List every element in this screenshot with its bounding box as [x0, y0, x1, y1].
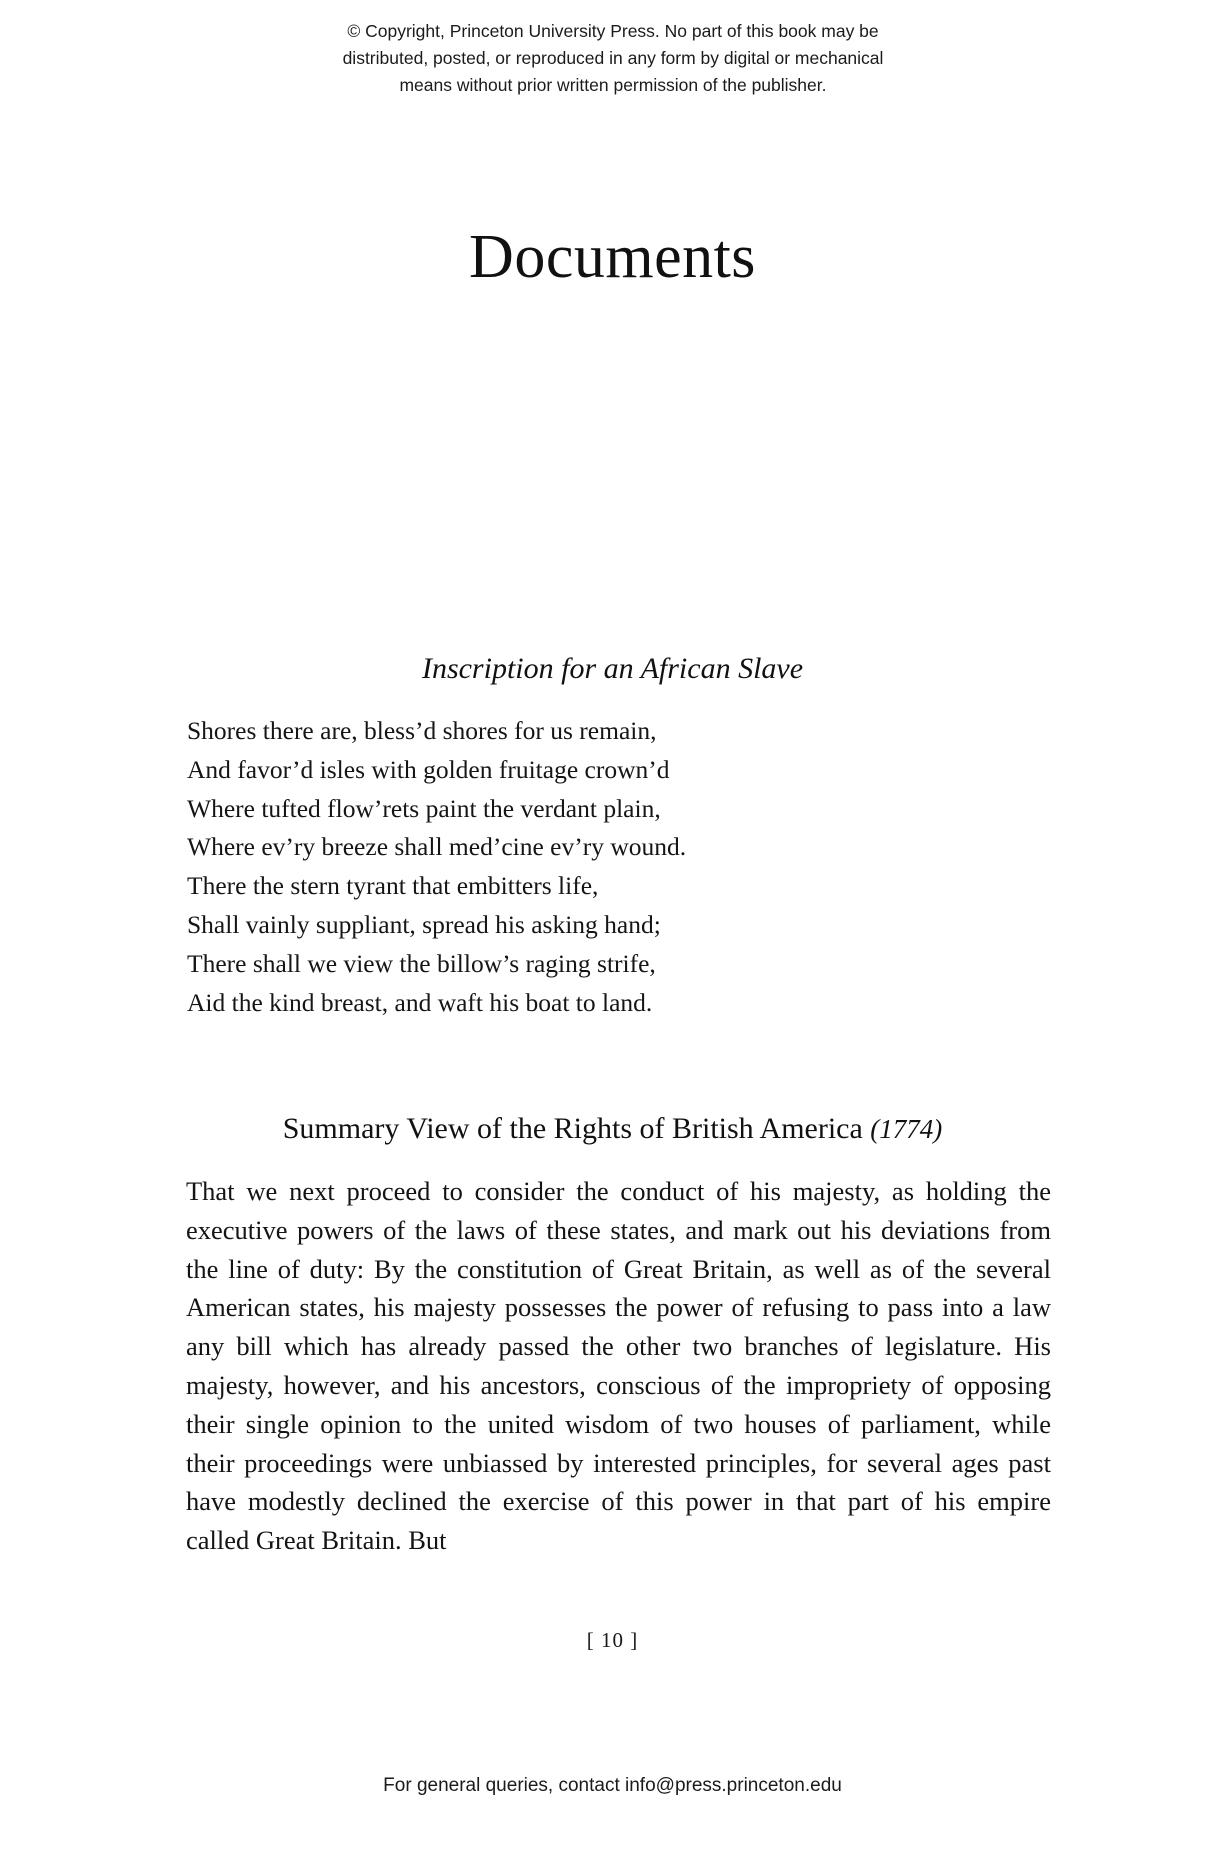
essay-year: (1774): [870, 1114, 943, 1144]
poem-body: [187, 712, 887, 1022]
page-number: [ 10 ]: [586, 1628, 639, 1652]
copyright-line-3: means without prior written permission of the publisher.: [399, 75, 827, 96]
page-title: Documents: [469, 223, 756, 291]
poem-line: Where ev’ry breeze shall med’cine ev’ry wound.: [187, 832, 687, 862]
essay-title: Summary View of the Rights of British America: [282, 1112, 863, 1145]
poem-line: Shall vainly suppliant, spread his asking hand;: [187, 909, 661, 939]
poem-line: And favor’d isles with golden fruitage crown’d: [187, 754, 670, 784]
essay-body: That we next proceed to consider the conduct of his majesty, as holding the executive powers of the laws of these states, and mark out his deviations from the line of duty: By the constitution of Great Britain, as well as of the several American states, his majesty possesses the power of refusing to pass into a law any bill which has already passed the other two branches of legislature. His majesty, however, and his ancestors, conscious of the impropriety of opposing their single opinion to the united wisdom of two houses of parliament, while their proceedings were unbiassed by interested principles, for several ages past have modestly declined the exercise of this power in that part of his empire called Great Britain. But: [186, 1176, 1051, 1556]
poem-line: Shores there are, bless’d shores for us remain,: [187, 716, 657, 745]
poem-line: Where tufted flow’rets paint the verdant plain,: [187, 793, 661, 823]
copyright-notice: [268, 18, 958, 99]
poem-line: There shall we view the billow’s raging strife,: [187, 948, 656, 978]
poem-line: There the stern tyrant that embitters life,: [187, 871, 599, 901]
copyright-line-2: distributed, posted, or reproduced in any form by digital or mechanical: [342, 48, 884, 69]
footer-query-line: For general queries, contact info@press.princeton.edu: [383, 1775, 842, 1796]
copyright-line-1: © Copyright, Princeton University Press. No part of this book may be: [347, 21, 879, 41]
poem-title: Inscription for an African Slave: [421, 652, 804, 685]
poem-line: Aid the kind breast, and waft his boat to land.: [187, 987, 653, 1017]
essay-heading: [0, 1112, 1225, 1146]
